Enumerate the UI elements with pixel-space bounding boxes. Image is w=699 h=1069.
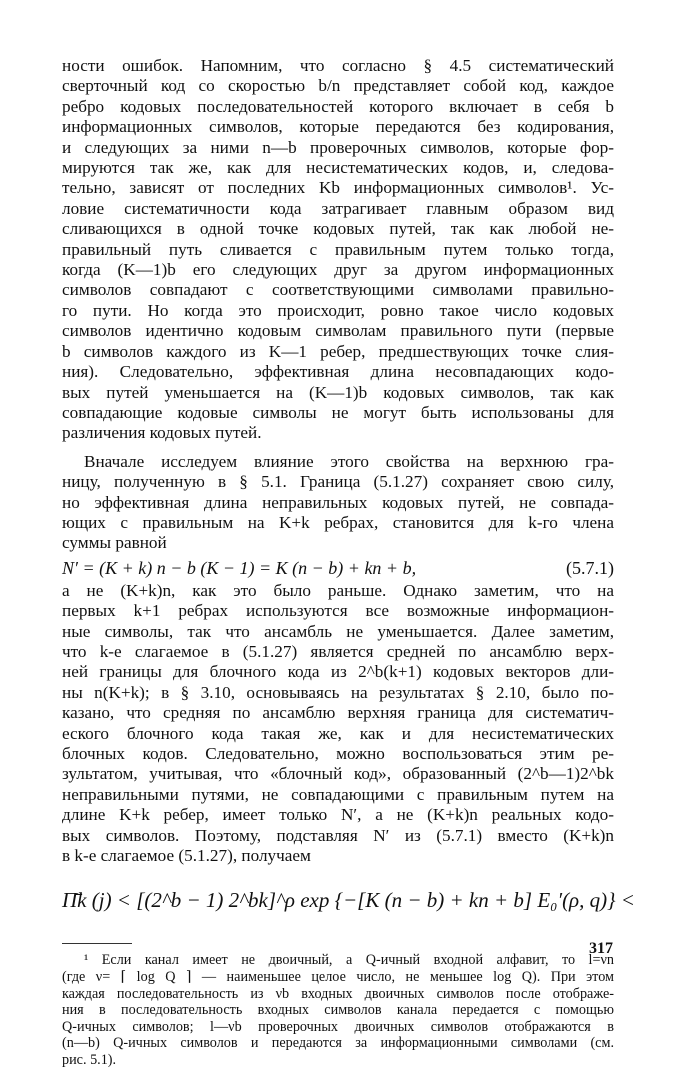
footnote-line: ¹ Если канал имеет не двоичный, а Q-ичный входной алфавит, то l=νn	[84, 952, 614, 969]
text-line: информационных символов, которые передаются без кодирования,	[62, 117, 614, 137]
text-line: символов совпадают с соответствующими символами правильно-	[62, 280, 614, 300]
text-line: ния). Следовательно, эффективная длина несовпадающих кодо-	[62, 362, 614, 382]
text-line: но эффективная длина неправильных кодовых путей, не совпада-	[62, 492, 614, 512]
text-line: еского блочного кода такая же, как и для несистематических	[62, 723, 614, 743]
footnote-line: (n—b) Q-ичных символов и передаются за информационными символами (см.	[62, 1035, 614, 1052]
text-line: в k-е слагаемое (5.1.27), получаем	[62, 846, 311, 866]
equation-bound	[62, 888, 635, 913]
text-line: ны n(K+k); в § 3.10, основываясь на результатах § 2.10, было по-	[62, 682, 614, 702]
text-line: суммы равной	[62, 533, 167, 553]
footnote-divider	[62, 943, 132, 944]
footnote-line: Q-ичных символов; l—νb проверочных двоичных символов отображаются в	[62, 1018, 614, 1035]
text-line: ребро кодовых последовательностей которого включает в себя b	[62, 96, 614, 116]
footnote	[62, 952, 614, 1068]
paragraph-2	[62, 452, 614, 554]
paragraph-3	[62, 581, 614, 867]
text-line: вых путей уменьшается на (K—1)b кодовых символов, так как	[62, 382, 614, 402]
paragraph-1	[62, 56, 614, 444]
footnote-line: рис. 5.1).	[62, 1052, 117, 1068]
equation-5-7-1	[62, 558, 614, 579]
text-line: неправильными путями, не совпадающими с правильным путем на	[62, 784, 614, 804]
text-line: ницу, полученную в § 5.1. Граница (5.1.27) сохраняет свою силу,	[62, 472, 614, 492]
text-line: сливающихся в одной точке кодовых путей, так как любой не-	[62, 219, 614, 239]
text-line: когда (K—1)b его следующих друг за другом информационных	[62, 260, 614, 280]
text-line: и следующих за ними n—b проверочных символов, которые фор-	[62, 137, 614, 157]
text-line: b символов каждого из K—1 ребер, предшествующих точке слия-	[62, 341, 614, 361]
footnote-line: (где ν= ⌈ log Q ⌉ — наименьшее целое число, не меньшее log Q). При этом	[62, 969, 614, 986]
equation-number: (5.7.1)	[566, 557, 614, 578]
text-line: мируются так же, как для несистематических кодов, и, следова-	[62, 158, 614, 178]
page-number: 317	[589, 940, 613, 957]
footnote-line: каждая последовательность из νb входных двоичных символов после отображе-	[62, 985, 614, 1002]
text-line: символов идентично кодовым символам правильного пути (первые	[62, 321, 614, 341]
text-line: ности ошибок. Напомним, что согласно § 4.5 систематический	[62, 56, 614, 75]
text-line: правильный путь сливается с правильным путем только тогда,	[62, 239, 614, 259]
text-line: ней границы для блочного кода из 2^b(k+1) кодовых векторов дли-	[62, 662, 614, 682]
text-line: что k-е слагаемое в (5.1.27) является средней по ансамблю верх-	[62, 641, 614, 661]
text-line: го пути. Но когда это происходит, ровно такое число кодовых	[62, 300, 614, 320]
text-line: первых k+1 ребрах используются все возможные информацион-	[62, 601, 614, 621]
text-line: ловие систематичности кода затрагивает главным образом вид	[62, 198, 614, 218]
text-line: а не (K+k)n, как это было раньше. Однако заметим, что на	[62, 580, 614, 600]
text-line: зультатом, учитывая, что «блочный код», образованный (2^b—1)2^bk	[62, 764, 614, 784]
text-line: казано, что средняя по ансамблю верхняя граница для систематич-	[62, 703, 614, 723]
text-line: ющих с правильным на K+k ребрах, становится для k-го члена	[62, 512, 614, 532]
footnote-line: ния в последовательность входных символов канала передается с помощью	[62, 1002, 614, 1019]
text-line: вых символов. Поэтому, подставляя N′ из (5.7.1) вместо (K+k)n	[62, 825, 614, 845]
text-line: различения кодовых путей.	[62, 423, 262, 443]
text-line: сверточный код со скоростью b/n представляет собой код, каждое	[62, 76, 614, 96]
text-line: Вначале исследуем влияние этого свойства на верхнюю гра-	[84, 451, 614, 471]
page-body	[62, 56, 635, 1069]
equation-formula: Π̄k (j) < [(2^b − 1) 2^bk]^ρ exp {−[K (n − b) + kn + b] E₀′(ρ, q)} <	[62, 888, 635, 913]
text-line: блочных кодов. Следовательно, можно воспользоваться этим ре-	[62, 744, 614, 763]
text-line: тельно, зависят от последних Kb информационных символов¹. Ус-	[62, 178, 614, 198]
text-line: совпадающие кодовые символы не могут быть использованы для	[62, 402, 614, 422]
equation-formula: N′ = (K + k) n − b (K − 1) = K (n − b) + kn + b,	[62, 557, 417, 578]
text-line: ные символы, так что ансамбль не уменьшается. Далее заметим,	[62, 621, 614, 641]
text-line: длине K+k ребер, имеет только N′, а не (K+k)n реальных кодо-	[62, 805, 614, 825]
